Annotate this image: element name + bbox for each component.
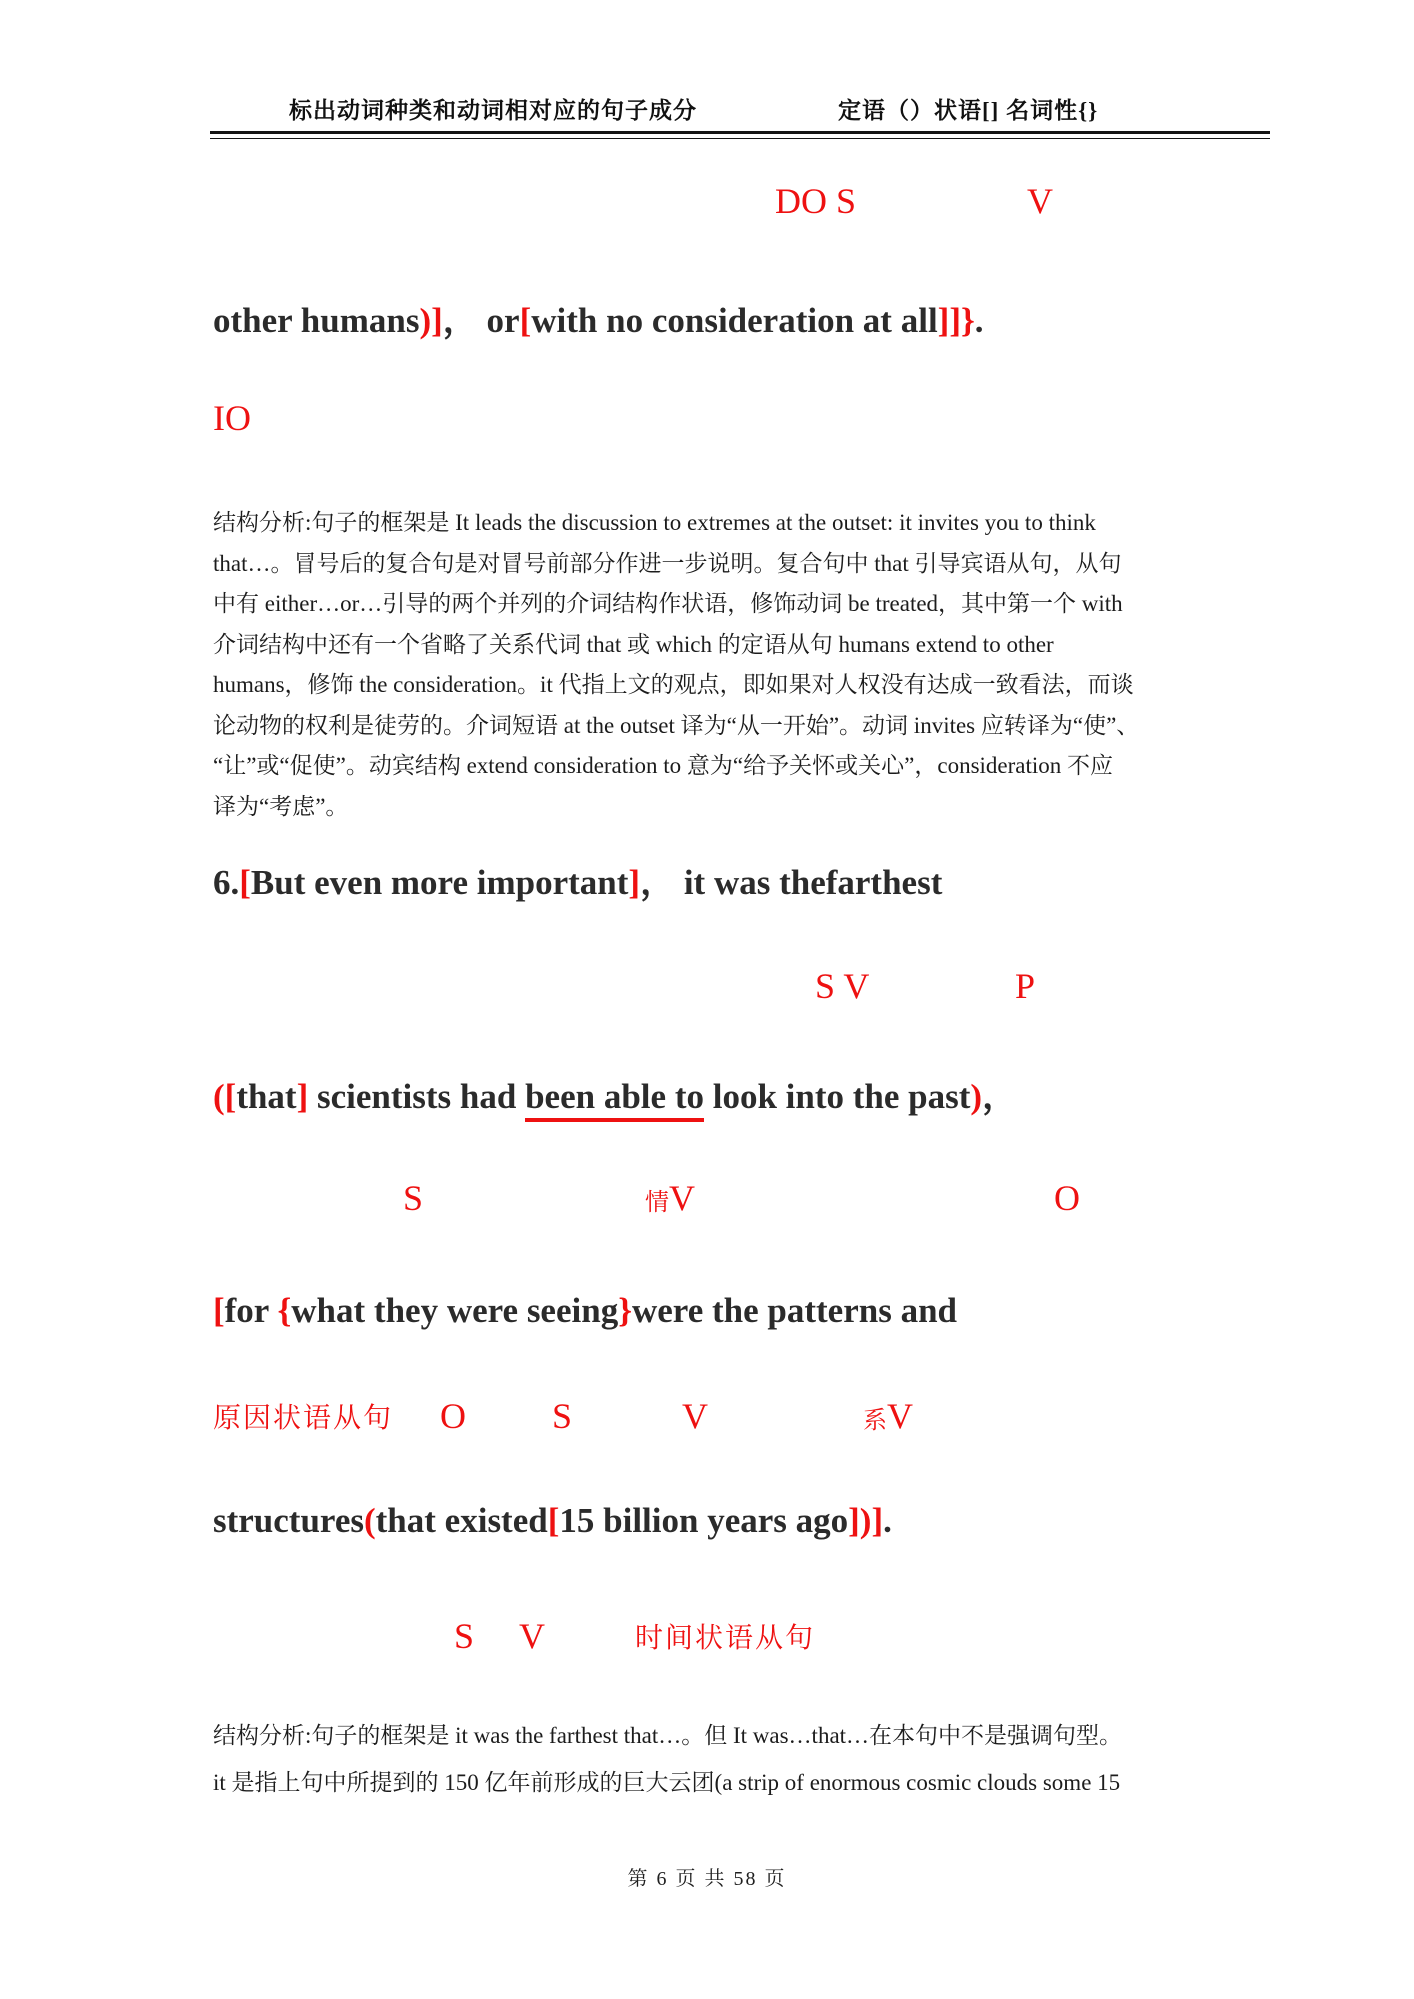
sentence-text: 15 billion years ago bbox=[559, 1501, 849, 1540]
bracket-mark: ( bbox=[364, 1501, 376, 1540]
sentence-5-tail bbox=[213, 300, 984, 342]
annotation-label-v: V bbox=[519, 1616, 545, 1656]
sentence-text: scientists had bbox=[308, 1077, 526, 1116]
sentence-text: ， it was thefarthest bbox=[640, 863, 943, 902]
paragraph-line: “让”或“促使”。动宾结构 extend consideration to 意为“给予关怀或关心”，consideration 不应 bbox=[213, 753, 1114, 778]
annotation-row-io bbox=[0, 400, 1414, 446]
paragraph-line: that…。冒号后的复合句是对冒号前部分作进一步说明。复合句中 that 引导宾语从句，从句 bbox=[213, 550, 1122, 576]
sentence-6-for-clause bbox=[213, 1290, 957, 1332]
sentence-text: But even more important bbox=[250, 863, 629, 902]
bracket-mark: ( bbox=[213, 1077, 225, 1116]
annotation-label-o: O bbox=[440, 1396, 466, 1436]
annotation-label-s: S bbox=[552, 1396, 573, 1436]
paragraph-line: 结构分析:句子的框架是 It leads the discussion to extremes at the outset: it invites you to think bbox=[213, 510, 1096, 535]
paragraph-line: 结构分析:句子的框架是 it was the farthest that…。但 It was…that…在本句中不是强调句型。 bbox=[213, 1723, 1123, 1748]
sentence-text: look into the past bbox=[703, 1077, 971, 1116]
header-rule bbox=[210, 131, 1270, 139]
bracket-mark: [ bbox=[224, 1077, 237, 1116]
sentence-6-structures bbox=[213, 1500, 892, 1542]
paragraph-line: it 是指上句中所提到的 150 亿年前形成的巨大云团(a strip of enormous cosmic clouds some 15 bbox=[213, 1770, 1121, 1795]
analysis-paragraph-5 bbox=[213, 503, 1233, 827]
paragraph-line: 介词结构中还有一个省略了关系代词 that 或 which 的定语从句 humans extend to other bbox=[213, 631, 1054, 657]
paragraph-line: 论动物的权利是徒劳的。介词短语 at the outset 译为“从一开始”。动词 invites 应转译为“使”、 bbox=[213, 712, 1140, 738]
annotation-label-s: S bbox=[454, 1616, 475, 1656]
sentence-text: that bbox=[236, 1077, 297, 1116]
sentence-text: were the patterns and bbox=[632, 1291, 958, 1330]
sentence-6-that-clause bbox=[213, 1076, 1017, 1118]
underlined-phrase: been able to bbox=[525, 1077, 704, 1122]
bracket-mark: [ bbox=[213, 1291, 225, 1330]
header-left-title: 标出动词种类和动词相对应的句子成分 bbox=[289, 98, 697, 123]
sentence-text: with no consideration at all bbox=[531, 301, 938, 340]
paragraph-line: 译为“考虑”。 bbox=[213, 793, 349, 819]
annotation-label-link-v: 系V bbox=[863, 1396, 913, 1436]
bracket-mark: [ bbox=[239, 863, 251, 902]
sentence-text: 6. bbox=[213, 863, 240, 902]
paragraph-line: 中有 either…or…引导的两个并列的介词结构作状语，修饰动词 be treated，其中第一个 with bbox=[213, 591, 1123, 616]
sentence-text: ， bbox=[982, 1077, 1018, 1116]
annotation-label-io: IO bbox=[213, 398, 251, 438]
annotation-row-s-modal-v-o bbox=[0, 1180, 1414, 1226]
annotation-label-modal-v: 情V bbox=[645, 1178, 695, 1218]
sentence-text: structures bbox=[213, 1501, 364, 1540]
annotation-row-time-clause bbox=[0, 1618, 1414, 1664]
sentence-text: . bbox=[974, 301, 984, 340]
annotation-label-o: O bbox=[1054, 1178, 1080, 1218]
sentence-6-heading bbox=[213, 862, 942, 904]
bracket-mark: [ bbox=[547, 1501, 560, 1540]
bracket-mark: ] bbox=[628, 863, 641, 902]
sentence-text: other humans bbox=[213, 301, 420, 340]
sentence-text: ， or bbox=[442, 301, 520, 340]
annotation-label-p: P bbox=[1015, 966, 1036, 1006]
bracket-mark: ] bbox=[296, 1077, 309, 1116]
bracket-mark: ])] bbox=[848, 1501, 884, 1540]
annotation-row-svp bbox=[0, 968, 1414, 1014]
bracket-mark: ]]} bbox=[937, 301, 975, 340]
annotation-label-time-clause: 时间状语从句 bbox=[635, 1623, 816, 1654]
sentence-text: for bbox=[224, 1291, 278, 1330]
bracket-mark: )] bbox=[419, 301, 443, 340]
annotation-label-sv: S V bbox=[815, 966, 870, 1006]
annotation-label-v: V bbox=[1027, 181, 1053, 221]
annotation-row-do-s-v bbox=[0, 183, 1414, 229]
paragraph-line: humans，修饰 the consideration。it 代指上文的观点，即如果对人权没有达成一致看法，而谈 bbox=[213, 672, 1134, 697]
annotation-label-s: S bbox=[403, 1178, 424, 1218]
annotation-label-v: V bbox=[682, 1396, 708, 1436]
sentence-text: that existed bbox=[375, 1501, 548, 1540]
header-right-legend: 定语（）状语[] 名词性{} bbox=[838, 98, 1099, 123]
bracket-mark: ) bbox=[970, 1077, 983, 1116]
bracket-mark: [ bbox=[519, 301, 532, 340]
bracket-mark: { bbox=[277, 1291, 292, 1330]
sentence-text: . bbox=[883, 1501, 892, 1540]
bracket-mark: } bbox=[618, 1291, 632, 1330]
sentence-text: what they were seeing bbox=[291, 1291, 619, 1330]
analysis-paragraph-6 bbox=[213, 1712, 1233, 1806]
annotation-label-cause-clause: 原因状语从句 bbox=[213, 1403, 394, 1434]
page-footer: 第 6 页 共 58 页 bbox=[627, 1868, 787, 1890]
annotation-row-cause-clause bbox=[0, 1398, 1414, 1444]
annotation-label-do-s: DO S bbox=[775, 181, 857, 221]
